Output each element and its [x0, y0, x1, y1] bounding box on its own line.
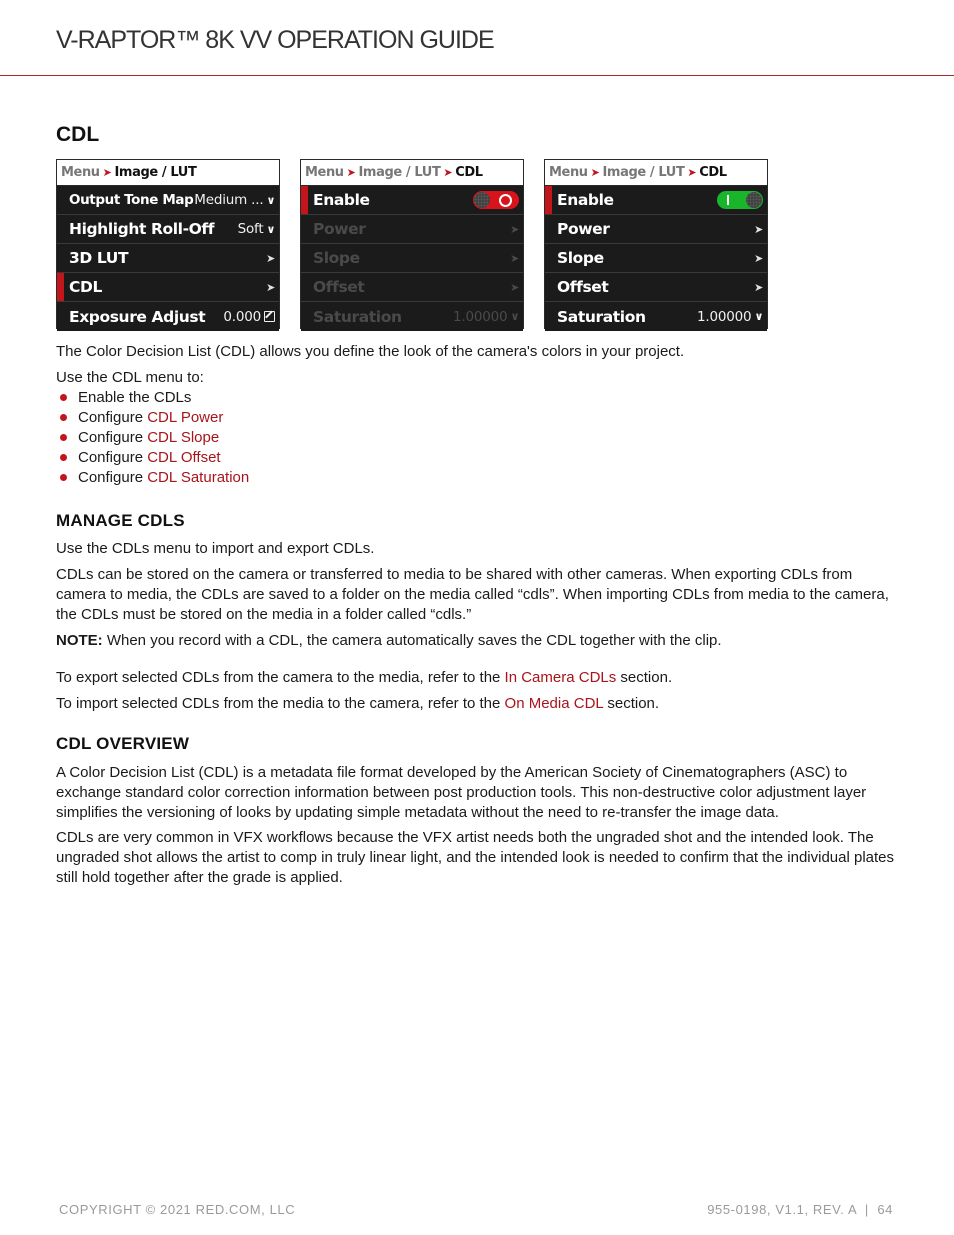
menu-panel-cdl-enabled	[544, 159, 768, 329]
breadcrumb	[301, 160, 523, 186]
cdl-saturation-link[interactable]: CDL Saturation	[147, 469, 250, 486]
bullet-icon	[60, 474, 67, 481]
bullet-icon	[60, 454, 67, 461]
menu-item-offset: Offset ➤	[301, 273, 523, 302]
cdl-slope-link[interactable]: CDL Slope	[147, 429, 220, 446]
chevron-down-icon: ∨	[266, 222, 275, 236]
manage-paragraph-2: CDLs can be stored on the camera or transferred to media to be shared with other cameras. When exporting CDLs from camera to media, the CDLs are saved to a folder on the media called “cdls”. When importing CDLs from media to the camera, the CDLs must be stored on the media in a folder called “cdls.”	[56, 566, 889, 623]
overview-paragraph-1: A Color Decision List (CDL) is a metadata file format developed by the American Society of Cinematographers (ASC) to exchange standard color correction information between post production tools. This non-destructive color adjustment layer simplifies the versioning of looks by updating simple metadata without the need to re-transfer the image data.	[56, 764, 867, 821]
menu-panel-cdl-disabled	[300, 159, 524, 329]
manage-cdls-heading: MANAGE CDLS	[56, 511, 185, 530]
edit-icon	[264, 311, 275, 322]
chevron-down-icon: ∨	[510, 310, 519, 323]
breadcrumb-item[interactable]: Image / LUT	[602, 165, 685, 180]
menu-item-saturation[interactable]: Saturation 1.00000 ∨	[545, 302, 767, 331]
feature-list	[56, 388, 249, 488]
list-item: Configure CDL Saturation	[56, 468, 249, 488]
breadcrumb-item[interactable]: Image / LUT	[358, 165, 441, 180]
header-divider	[0, 75, 954, 76]
cdl-overview-heading: CDL OVERVIEW	[56, 734, 190, 753]
enable-toggle-on[interactable]	[717, 191, 763, 209]
breadcrumb-item[interactable]: CDL	[699, 165, 727, 180]
menu-item-3d-lut[interactable]: 3D LUT ➤	[57, 244, 279, 273]
list-item: Configure CDL Slope	[56, 428, 249, 448]
overview-paragraph-2: CDLs are very common in VFX workflows because the VFX artist needs both the ungraded shot and the intended look. The ungraded shot allows the artist to comp in truly linear light, and the intended look is needed to confirm that the individual plates still hold together after the grade is applied.	[56, 829, 895, 886]
menu-item-highlight-roll-off[interactable]: Highlight Roll-Off Soft ∨	[57, 215, 279, 244]
menu-item-output-tone-map[interactable]: Output Tone Map Medium ... ∨	[57, 186, 279, 215]
enable-toggle-off[interactable]	[473, 191, 519, 209]
chevron-right-icon: ➤	[266, 251, 275, 265]
chevron-down-icon: ∨	[754, 310, 763, 323]
use-menu-paragraph: Use the CDL menu to:	[56, 369, 204, 386]
breadcrumb-item[interactable]: Menu	[305, 165, 344, 180]
on-media-cdl-link[interactable]: On Media CDL	[504, 695, 604, 712]
footer-doc-ref: 955-0198, V1.1, REV. A | 64	[707, 1202, 893, 1217]
breadcrumb-arrow-icon: ➤	[687, 166, 697, 179]
export-paragraph: To export selected CDLs from the camera to the media, refer to the In Camera CDLs section.	[56, 669, 673, 686]
menu-item-power: Power ➤	[301, 215, 523, 244]
chevron-down-icon: ∨	[266, 193, 275, 207]
breadcrumb-item[interactable]: CDL	[455, 165, 483, 180]
section-title: CDL	[56, 123, 100, 146]
bullet-icon	[60, 414, 67, 421]
breadcrumb-arrow-icon: ➤	[102, 166, 112, 179]
manage-paragraph-1: Use the CDLs menu to import and export CDLs.	[56, 540, 375, 557]
bullet-icon	[60, 394, 67, 401]
breadcrumb	[57, 160, 279, 186]
list-item: Enable the CDLs	[56, 388, 249, 408]
chevron-right-icon: ➤	[510, 222, 519, 236]
menu-item-slope: Slope ➤	[301, 244, 523, 273]
breadcrumb-arrow-icon: ➤	[590, 166, 600, 179]
breadcrumb-item[interactable]: Image / LUT	[114, 165, 197, 180]
chevron-right-icon: ➤	[510, 251, 519, 265]
chevron-right-icon: ➤	[266, 280, 275, 294]
menu-item-exposure-adjust[interactable]: Exposure Adjust 0.000	[57, 302, 279, 331]
menu-item-slope[interactable]: Slope ➤	[545, 244, 767, 273]
menu-panel-image-lut	[56, 159, 280, 329]
chevron-right-icon: ➤	[510, 280, 519, 294]
cdl-power-link[interactable]: CDL Power	[147, 409, 224, 426]
menu-item-enable[interactable]: Enable	[301, 186, 523, 215]
in-camera-cdls-link[interactable]: In Camera CDLs	[504, 669, 617, 686]
menu-item-offset[interactable]: Offset ➤	[545, 273, 767, 302]
breadcrumb-arrow-icon: ➤	[346, 166, 356, 179]
cdl-offset-link[interactable]: CDL Offset	[147, 449, 221, 466]
breadcrumb	[545, 160, 767, 186]
chevron-right-icon: ➤	[754, 222, 763, 236]
list-item: Configure CDL Power	[56, 408, 249, 428]
chevron-right-icon: ➤	[754, 251, 763, 265]
list-item: Configure CDL Offset	[56, 448, 249, 468]
breadcrumb-item[interactable]: Menu	[549, 165, 588, 180]
menu-item-saturation: Saturation 1.00000 ∨	[301, 302, 523, 331]
menu-item-enable[interactable]: Enable	[545, 186, 767, 215]
footer-copyright: COPYRIGHT © 2021 RED.COM, LLC	[59, 1202, 296, 1217]
note-paragraph: NOTE: When you record with a CDL, the camera automatically saves the CDL together with the clip.	[56, 632, 722, 649]
chevron-right-icon: ➤	[754, 280, 763, 294]
import-paragraph: To import selected CDLs from the media to the camera, refer to the On Media CDL section.	[56, 695, 660, 712]
bullet-icon	[60, 434, 67, 441]
intro-paragraph: The Color Decision List (CDL) allows you define the look of the camera's colors in your project.	[56, 343, 685, 360]
menu-item-power[interactable]: Power ➤	[545, 215, 767, 244]
breadcrumb-item[interactable]: Menu	[61, 165, 100, 180]
menu-item-cdl[interactable]: CDL ➤	[57, 273, 279, 302]
breadcrumb-arrow-icon: ➤	[443, 166, 453, 179]
document-title: V-RAPTOR™ 8K VV OPERATION GUIDE	[56, 26, 494, 54]
